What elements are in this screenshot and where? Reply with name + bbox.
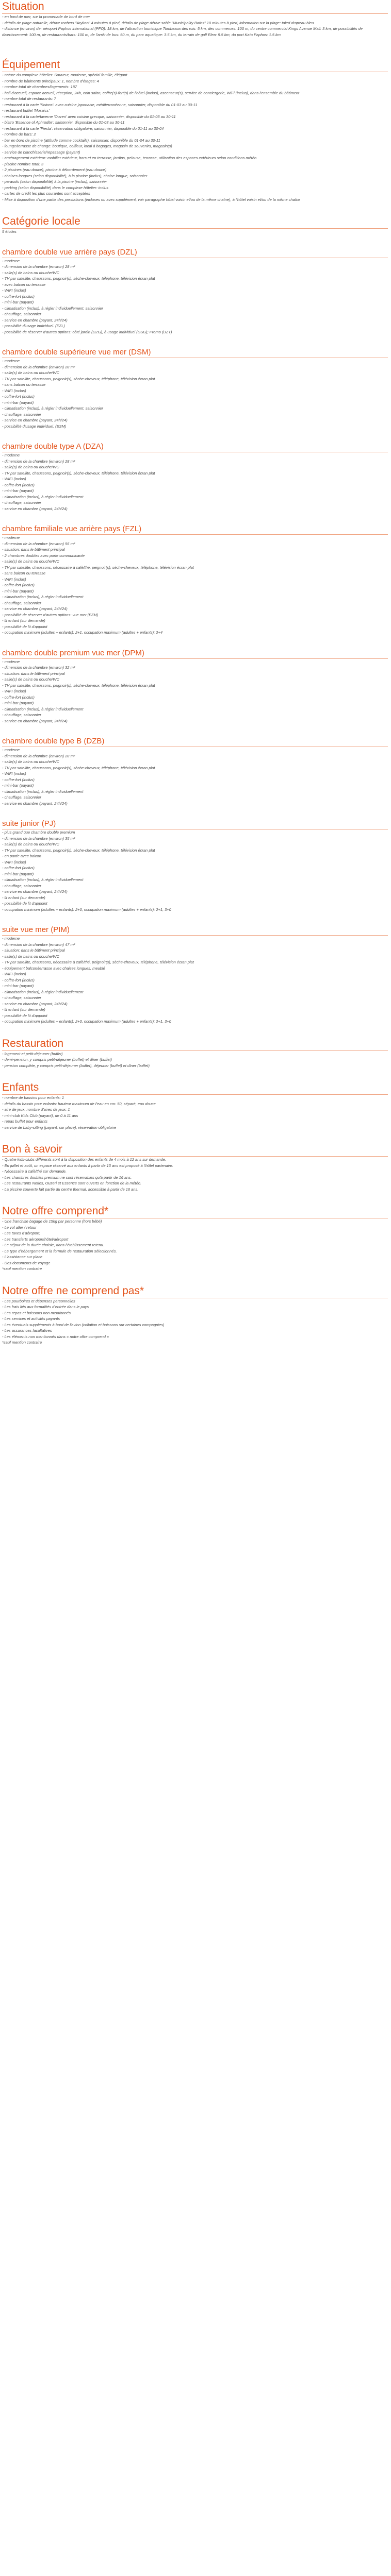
text-line: - La piscine couverte fait partie du centre thermal, accessible à partir de 16 ans. (2, 1187, 139, 1192)
text-line: - climatisation (inclus), à régler individuellement, saisonnier (2, 406, 103, 411)
text-line: - nature du complexe hôtelier: Sauveur, moderne, spécial famille, élégant (2, 73, 127, 77)
text-line: - chauffage, saisonnier (2, 600, 41, 605)
text-line: - salle(s) de bains ou douche/WC (2, 842, 59, 846)
text-line: - piscine nombre total: 3 (2, 161, 44, 166)
text-line: - dimension de la chambre (environ) 56 m² (2, 541, 75, 546)
text-line: - Les frais liés aux formalités d'entrée dans le pays (2, 1304, 89, 1309)
room-section (2, 247, 388, 348)
text-line: - nombre de bâtiments principaux: 1, nombre d'étages: 4 (2, 78, 99, 83)
room-title: chambre double premium vue mer (DPM) (2, 648, 144, 657)
text-line: - moderne (2, 936, 20, 941)
text-line: - restaurant à la carte 'Fiesta': réservation obligatoire, saisonnier, disponible du 01-11 au 30-04 (2, 126, 164, 131)
text-line: *sauf mention contraire (2, 1340, 42, 1345)
room-title: suite junior (PJ) (2, 819, 56, 828)
room-title: chambre familiale vue arrière pays (FZL) (2, 524, 142, 533)
text-line: - coffre-fort (inclus) (2, 866, 35, 870)
text-line: - dimension de la chambre (environ) 28 m² (2, 264, 75, 269)
text-line: - Les repas et boissons non mentionnés (2, 1310, 71, 1315)
text-line: - climatisation (inclus), à régler individuellement (2, 706, 84, 711)
text-line: - en partie avec balcon (2, 854, 41, 858)
text-line: - WIFI (inclus) (2, 288, 26, 293)
text-line: - service en chambre (payant, 24h/24) (2, 1001, 68, 1006)
text-line: - moderne (2, 359, 20, 363)
section-body (2, 1218, 388, 1272)
text-line: - distance (environ) de: aéroport Paphos international (PFO): 18 km, de l'attraction touristique Tombeaux des rois: 5 km, des commerces: 100 m, du centre commercial Kings Avenue Mall: 3 km, de possibilités de divertissement: 100 m, de restaurants/bars: 100 m, de l'arrêt de bus: 50 m, du parc aquatique: 3.5 km, du terrain de golf Elea: 9.5 km, du port Kato Paphos: 1.5 km (2, 26, 363, 37)
text-line: - salle(s) de bains ou douche/WC (2, 677, 59, 682)
section-offre-exclus (2, 1284, 388, 1346)
text-line: - possibilité de lit d'appoint (2, 1013, 47, 1018)
text-line: - aménagement extérieur: mobilier extérieur, hors et en terrasse, jardins, pelouse, terrasse, utilisation des espaces extérieurs selon conditions météo (2, 156, 257, 160)
text-line: - Le type d'hébergement et la formule de restauration sélectionnés. (2, 1248, 117, 1253)
room-section (2, 648, 388, 737)
text-line: - coffre-fort (inclus) (2, 583, 35, 587)
text-line: - service en chambre (payant, 24h/24) (2, 418, 68, 422)
text-line: - climatisation (inclus), à régler individuellement, saisonnier (2, 306, 103, 311)
text-line: - TV par satellite, chaussons, peignoir(s), sèche-cheveux, téléphone, télévision écran plat (2, 470, 155, 476)
text-line: - nombre total de chambres/logements: 187 (2, 84, 77, 89)
text-line: - Quatre kids-clubs différents sont à la disposition des enfants de 4 mois à 12 ans sur demande. (2, 1157, 167, 1162)
section-body (2, 72, 388, 202)
text-line: - WIFI (inclus) (2, 388, 26, 393)
text-line: - coffre-fort (inclus) (2, 694, 35, 700)
text-line: - service de blanchisserie/repassage (payant) (2, 149, 80, 155)
text-line: - possibilité d'usage individuel. (ESM) (2, 423, 67, 429)
section-situation (2, 0, 388, 38)
text-line: - sans balcon ou terrasse (2, 571, 46, 575)
text-line: - possibilité de réserver d'autres options: côté jardin (DZG), à usage individuel (DSG); Promo (DZT) (2, 329, 172, 334)
room-section (2, 819, 388, 925)
text-line: - nombre total de restaurants: 7 (2, 96, 56, 101)
text-line: - avec balcon ou terrasse (2, 282, 46, 287)
text-line: - bar en bord de piscine (attitude comme cocktails), saisonnier, disponible du 01-04 au 30-11 (2, 138, 160, 143)
text-line: - coffre-fort (inclus) (2, 482, 35, 487)
text-line: - bistro 'Essence of Aphrodite': saisonnier, disponible du 01-03 au 30-11 (2, 120, 125, 125)
text-line: - moderne (2, 258, 20, 263)
text-line: - pension complète, y compris petit-déjeuner (buffet), déjeuner (buffet) et dîner (buffet) (2, 1063, 150, 1068)
text-line: - L'assistance sur place (2, 1255, 43, 1259)
text-line: - climatisation (inclus), à régler individuellement (2, 494, 84, 499)
text-line: - TV par satellite, chaussons, peignoir(s), sèche-cheveux, téléphone, télévision écran plat (2, 683, 155, 688)
text-line: - sans balcon ou terrasse (2, 382, 46, 387)
text-line: - coffre-fort (inclus) (2, 977, 35, 982)
text-line: - salle(s) de bains ou douche/WC (2, 465, 59, 469)
room-body (2, 535, 388, 636)
text-line: - moderne (2, 659, 20, 664)
text-line: - dimension de la chambre (environ) 28 m² (2, 753, 75, 758)
text-line: - salle(s) de bains ou douche/WC (2, 954, 59, 959)
rooms-list (2, 247, 388, 1025)
text-line: - chaises longues (selon disponibilité), à la piscine (inclus), chaise longue, saisonnier (2, 173, 148, 178)
section-equipement (2, 58, 388, 202)
section-body (2, 229, 388, 235)
text-line: - Les pourboires et dépenses personnelles (2, 1298, 75, 1303)
room-title: chambre double supérieure vue mer (DSM) (2, 348, 151, 357)
section-body (2, 1157, 388, 1192)
section-title: Bon à savoir (2, 1143, 62, 1155)
text-line: - situation: dans le bâtiment principal (2, 547, 65, 552)
text-line: - salle(s) de bains ou douche/WC (2, 759, 59, 764)
text-line: - lit enfant (sur demande) (2, 1007, 45, 1012)
text-line: - lounge/terrasse de change: boutique, coiffeur, local à bagages, magasin de souvenirs, magasin(s) (2, 144, 172, 148)
text-line: - Une franchise bagage de 15kg par personne (hors bébé) (2, 1219, 102, 1224)
text-line: - Nécessaire à café/thé sur demande. (2, 1169, 67, 1174)
text-line: - dimension de la chambre (environ) 47 m² (2, 942, 75, 947)
text-line: - parasols (selon disponibilité) à la piscine (inclus), saisonnier (2, 179, 107, 184)
room-section (2, 347, 388, 442)
text-line: - coffre-fort (inclus) (2, 777, 35, 782)
text-line: - salle(s) de bains ou douche/WC (2, 559, 59, 564)
room-body (2, 258, 388, 335)
section-title: Restauration (2, 1037, 64, 1049)
room-body (2, 747, 388, 806)
text-line: - Les taxes d'aéroport, (2, 1231, 41, 1235)
text-line: - service en chambre (payant, 24h/24) (2, 606, 68, 611)
text-line: - mini-bar (payant) (2, 984, 34, 988)
text-line: - service en chambre (payant, 24h/24) (2, 317, 68, 323)
text-line: - En juillet et août, un espace réservé aux enfants à partir de 13 ans est proposé à l'hôtel partenaire. (2, 1163, 174, 1168)
text-line: - TV par satellite, chaussons, peignoir(s), sèche-cheveux, téléphone, télévision écran plat (2, 276, 155, 281)
section-categorie (2, 215, 388, 235)
text-line: - restaurant à la carte 'Koinos': avec cuisine japonaise, méditerranéenne, saisonnier, disponible du 01-03 au 30-11 (2, 102, 198, 107)
text-line: - Les assurances facultatives (2, 1328, 52, 1333)
text-line: - occupation minimum (adultes + enfants): 2+1, occupation maximum (adultes + enfants): 2+4 (2, 630, 162, 635)
text-line: - TV par satellite, chaussons, peignoir(s), sèche-cheveux, téléphone, télévision écran plat (2, 848, 155, 853)
text-line: - lit enfant (sur demande) (2, 618, 45, 623)
text-line: 5 étoiles (2, 229, 17, 234)
text-line: - chauffage, saisonnier (2, 713, 41, 717)
text-line: - WIFI (inclus) (2, 859, 26, 865)
text-line: - possibilité de lit d'appoint (2, 624, 47, 629)
text-line: - possibilité de réserver d'autres options: vue mer (FZM) (2, 612, 99, 617)
text-line: - situation: dans le bâtiment principal (2, 948, 65, 953)
text-line: - salle(s) de bains ou douche/WC (2, 370, 59, 375)
text-line: - dimension de la chambre (environ) 32 m² (2, 665, 75, 670)
text-line: - logement et petit-déjeuner (buffet) (2, 1051, 63, 1056)
text-line: - hall d'accueil, espace accueil, réception, 24h, coin salon, coffre(s)-fort(s) de l'hôtel (inclus), ascenseur(s), service de conciergerie, WiFi (inclus), dans l'ensemble du bâtiment (2, 90, 300, 95)
room-body (2, 936, 388, 1025)
section-restauration (2, 1037, 388, 1069)
text-line: - occupation minimum (adultes + enfants): 2+0, occupation maximum (adultes + enfants): 2+1, 3+0 (2, 907, 171, 912)
text-line: - Le séjour de la durée choisie, dans l'établissement retenu. (2, 1243, 104, 1247)
room-body (2, 452, 388, 512)
text-line: - climatisation (inclus), à régler individuellement (2, 877, 84, 882)
text-line: - TV par satellite, chaussons, peignoir(s), sèche-cheveux, téléphone, télévision écran plat (2, 765, 155, 770)
text-line: - TV par satellite, chaussons, peignoir(s), sèche-cheveux, téléphone, télévision écran plat (2, 376, 155, 381)
text-line: - détails de plage naturelle, dérive rochers "Arykoo" 4 minutes à pied, détails de plage dérive sable "Municipality Baths" 10 minutes à pied, information sur la plage: taled drapeau bleu (2, 20, 314, 25)
text-line: - lit enfant (sur demande) (2, 895, 45, 900)
section-bon-a-savoir (2, 1143, 388, 1192)
room-title: suite vue mer (PIM) (2, 925, 70, 934)
room-section (2, 736, 388, 819)
text-line: - climatisation (inclus), à régler individuellement (2, 595, 84, 599)
text-line: - nombre de bassins pour enfants: 1 (2, 1095, 64, 1100)
text-line: - service en chambre (payant, 24h/24) (2, 801, 68, 806)
text-line: - coffre-fort (inclus) (2, 294, 35, 299)
text-line: - 2 piscines (eau douce), piscine à débordement (eau douce) (2, 167, 107, 172)
text-line: - mini-bar (payant) (2, 701, 34, 705)
text-line: - 2 chambres doubles avec porte communicante (2, 553, 85, 558)
text-line: - demi-pension, y compris petit-déjeuner (buffet) et dîner (buffet) (2, 1057, 112, 1062)
text-line: - cartes de crédit les plus courantes sont acceptées (2, 191, 90, 196)
room-title: chambre double type A (DZA) (2, 442, 104, 451)
text-line: - Le vol aller / retour (2, 1225, 37, 1230)
section-title: Catégorie locale (2, 215, 80, 227)
text-line: - mini-bar (payant) (2, 588, 34, 594)
text-line: - salle(s) de bains ou douche/WC (2, 270, 59, 275)
text-line: - chauffage, saisonnier (2, 995, 41, 1000)
text-line: - mini-bar (payant) (2, 400, 34, 405)
text-line: - repas buffet pour enfants (2, 1119, 47, 1124)
text-line: - détails du bassin pour enfants: hauteur maximum de l'eau en cm: 50, séparé, eau douce (2, 1101, 156, 1106)
text-line: - Mise à disposition d'une partie des prestations (incluses ou avec supplément, voir paragraphe hôtel voisin et/ou de la même chaîne), à l'hôtel voisin et/ou de la même chaîne (2, 197, 301, 202)
text-line: - moderne (2, 748, 20, 752)
room-body (2, 829, 388, 912)
room-section (2, 442, 388, 524)
text-line: - mini-bar (payant) (2, 300, 34, 304)
text-line: - dimension de la chambre (environ) 35 m² (2, 836, 75, 841)
text-line: - chauffage, saisonnier (2, 883, 41, 888)
text-line: - aire de jeux: nombre d'aires de jeux: 1 (2, 1107, 70, 1112)
section-title: Notre offre comprend* (2, 1205, 109, 1217)
text-line: - TV par satellite, chaussons, nécessaire à café/thé, peignoir(s), sèche-cheveux, téléphone, télévision écran plat (2, 565, 194, 570)
text-line: - service en chambre (payant, 24h/24) (2, 889, 68, 894)
section-title: Équipement (2, 59, 60, 71)
text-line: - restaurant buffet 'Mosaics' (2, 108, 50, 113)
text-line: - service de baby-sitting (payant, sur place), réservation obligatoire (2, 1125, 117, 1130)
text-line: - Les chambres doubles premium ne sont réservables qu'à partir de 16 ans. (2, 1175, 132, 1180)
text-line: - Les éléments non mentionnés dans « notre offre comprend » (2, 1334, 109, 1339)
text-line: - service en chambre (payant, 24h/24) (2, 506, 68, 511)
text-line: - WIFI (inclus) (2, 771, 26, 776)
text-line: - restaurant à la carte/taverne 'Ouzeri' avec cuisine grecque, saisonnier, disponible du 01-03 au 30-11 (2, 114, 176, 119)
text-line: - nombre de bars: 2 (2, 132, 36, 137)
room-title: chambre double vue arrière pays (DZL) (2, 247, 137, 257)
text-line: - dimension de la chambre (environ) 28 m² (2, 459, 75, 464)
room-body (2, 358, 388, 429)
text-line: - climatisation (inclus), à régler individuellement (2, 989, 84, 994)
room-body (2, 659, 388, 724)
text-line: - mini-bar (payant) (2, 871, 34, 876)
text-line: - situation: dans le bâtiment principal (2, 671, 65, 676)
text-line: - service en chambre (payant, 24h/24) (2, 718, 68, 723)
text-line: - moderne (2, 453, 20, 457)
text-line: - coffre-fort (inclus) (2, 394, 35, 399)
text-line: - chauffage, saisonnier (2, 500, 41, 505)
section-enfants (2, 1081, 388, 1130)
text-line: - WIFI (inclus) (2, 689, 26, 693)
text-line: - TV par satellite, chaussons, nécessaire à café/thé, peignoir(s), sèche-cheveux, téléphone, télévision écran plat (2, 960, 194, 964)
section-offre-comprend (2, 1205, 388, 1272)
room-section (2, 925, 388, 1025)
room-section (2, 524, 388, 648)
section-title: Enfants (2, 1081, 39, 1093)
section-body (2, 14, 388, 38)
text-line: - chauffage, saisonnier (2, 312, 41, 316)
section-body (2, 1051, 388, 1069)
text-line: - chauffage, saisonnier (2, 795, 41, 800)
text-line: - équipement balcon/terrasse avec chaises longues, meublé (2, 965, 105, 971)
text-line: - mini-bar (payant) (2, 488, 34, 493)
text-line: - parking (selon disponibilité) dans le complexe hôtelier: inclus (2, 185, 108, 190)
text-line: - plus grand que chambre double premium (2, 830, 75, 835)
text-line: - chauffage, saisonnier (2, 412, 41, 417)
text-line: - en bord de mer, sur la promenade de bord de mer (2, 14, 90, 19)
section-body (2, 1298, 388, 1346)
text-line: - possibilité de lit d'appoint (2, 901, 47, 906)
text-line: - mini-bar (payant) (2, 783, 34, 788)
text-line: - moderne (2, 535, 20, 540)
text-line: *sauf mention contraire (2, 1266, 42, 1271)
text-line: - Les restaurants Notios, Ouzeri et Essence sont ouverts en fonction de la météo. (2, 1181, 142, 1185)
text-line: - possibilité d'usage individuel. (EZL) (2, 324, 65, 328)
text-line: - WIFI (inclus) (2, 477, 26, 481)
section-title: Situation (2, 1, 44, 12)
text-line: - WIFI (inclus) (2, 577, 26, 582)
text-line: - dimension de la chambre (environ) 28 m² (2, 364, 75, 369)
room-title: chambre double type B (DZB) (2, 737, 105, 745)
text-line: - occupation minimum (adultes + enfants): 2+0, occupation maximum (adultes + enfants): 2+1, 3+0 (2, 1019, 171, 1024)
text-line: - Les transferts aéroport/hôtel/aéroport (2, 1236, 69, 1242)
text-line: - Les services et activités payants (2, 1316, 60, 1321)
text-line: - Les éventuels suppléments à bord de l'avion (collation et boissons sur certaines compagnies) (2, 1322, 165, 1327)
text-line: - mini-club Kids Club (payant), de 0 à 11 ans (2, 1113, 78, 1118)
text-line: - Des documents de voyage (2, 1260, 51, 1265)
section-title: Notre offre ne comprend pas* (2, 1284, 144, 1297)
text-line: - climatisation (inclus), à régler individuellement (2, 789, 84, 794)
section-body (2, 1095, 388, 1130)
text-line: - WIFI (inclus) (2, 972, 26, 976)
